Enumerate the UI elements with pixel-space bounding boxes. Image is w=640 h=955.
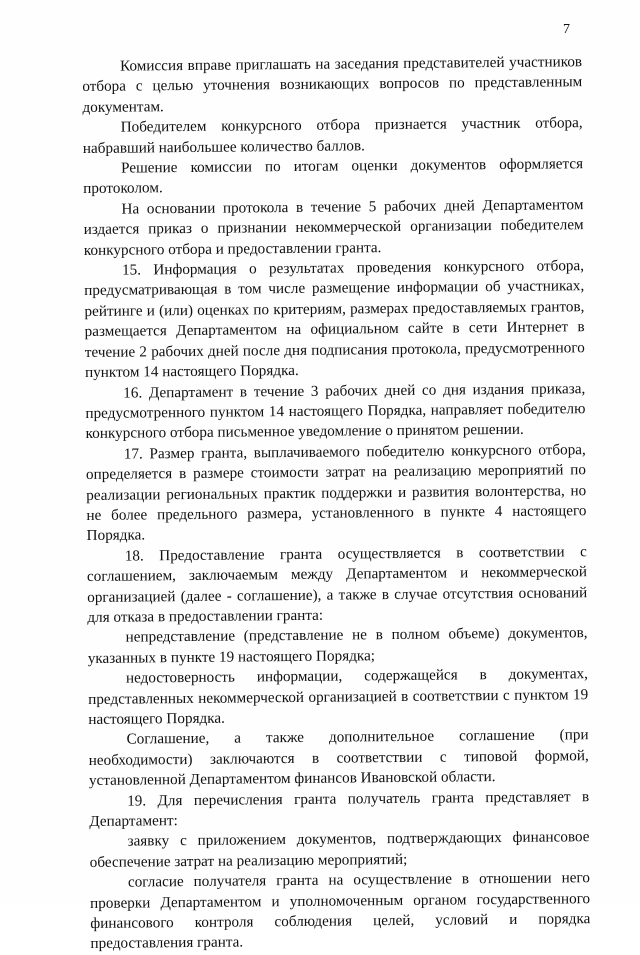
paragraph: На основании протокола в течение 5 рабочих дней Департаментом издается приказ о признании некоммерческой организации победителем конкурсного отбора и предоставлении гранта. — [83, 196, 584, 259]
paragraph-item-15: 15. Информация о результатах проведения конкурсного отбора, предусматривающая в том числе размещение информации об участниках, рейтинге и (или) оценках по критериям, размерах предоставляемых грантов, размещается Департаментом на официальном сайте в сети Интернет в течение 2 рабочих дней после дня подписания протокола, предусмотренного пунктом 14 настоящего Порядка. — [84, 257, 585, 382]
list-item: согласие получателя гранта на осуществление в отношении него проверки Департаментом и уполномоченным органом государственного финансового контроля соблюдения целей, условий и порядка предоставления гранта. — [90, 869, 591, 953]
list-item: заявку с приложением документов, подтверждающих финансовое обеспечение затрат на реализацию мероприятий; — [89, 828, 590, 871]
paragraph-item-18: 18. Предоставление гранта осуществляется в соответствии с соглашением, заключаемым между Департаментом и некоммерческой организацией (далее - соглашение), а также в случае отсутствия оснований для отказа в предоставлении гранта: — [86, 542, 588, 626]
paragraph: Комиссия вправе приглашать на заседания представителей участников отбора с целью уточнения возникающих вопросов по представленным документам. — [82, 53, 583, 116]
paragraph-item-16: 16. Департамент в течение 3 рабочих дней со дня издания приказа, предусмотренного пунктом 14 настоящего Порядка, направляет победителю конкурсного отбора письменное уведомление о принятом решении. — [85, 379, 586, 443]
paragraph: Победителем конкурсного отбора признается участник отбора, набравший наибольшее количество баллов. — [82, 114, 583, 157]
page-number: 7 — [563, 22, 570, 37]
paragraph: Решение комиссии по итогам оценки документов оформляется протоколом. — [83, 155, 584, 198]
paragraph-item-17: 17. Размер гранта, выплачиваемого победителю конкурсного отбора, определяется в размере стоимости затрат на реализацию мероприятий по реализации региональных практик поддержки и развития волонтерства, но не более предельного размера, установленного в пункте 4 настоящего Порядка. — [85, 440, 587, 545]
list-item: недостоверность информации, содержащейся в документах, представленных некоммерческой организацией в соответствии с пунктом 19 настоящего Порядка. — [88, 665, 589, 728]
paragraph: Соглашение, а также дополнительное соглашение (при необходимости) заключаются в соответствии с типовой формой, установленной Департаментом финансов Ивановской области. — [88, 726, 589, 790]
document-body — [82, 52, 591, 955]
list-item: непредставление (представление не в полном объеме) документов, указанных в пункте 19 настоящего Порядка; — [87, 624, 588, 667]
paragraph-item-19: 19. Для перечисления гранта получатель гранта представляет в Департамент: — [89, 787, 590, 830]
